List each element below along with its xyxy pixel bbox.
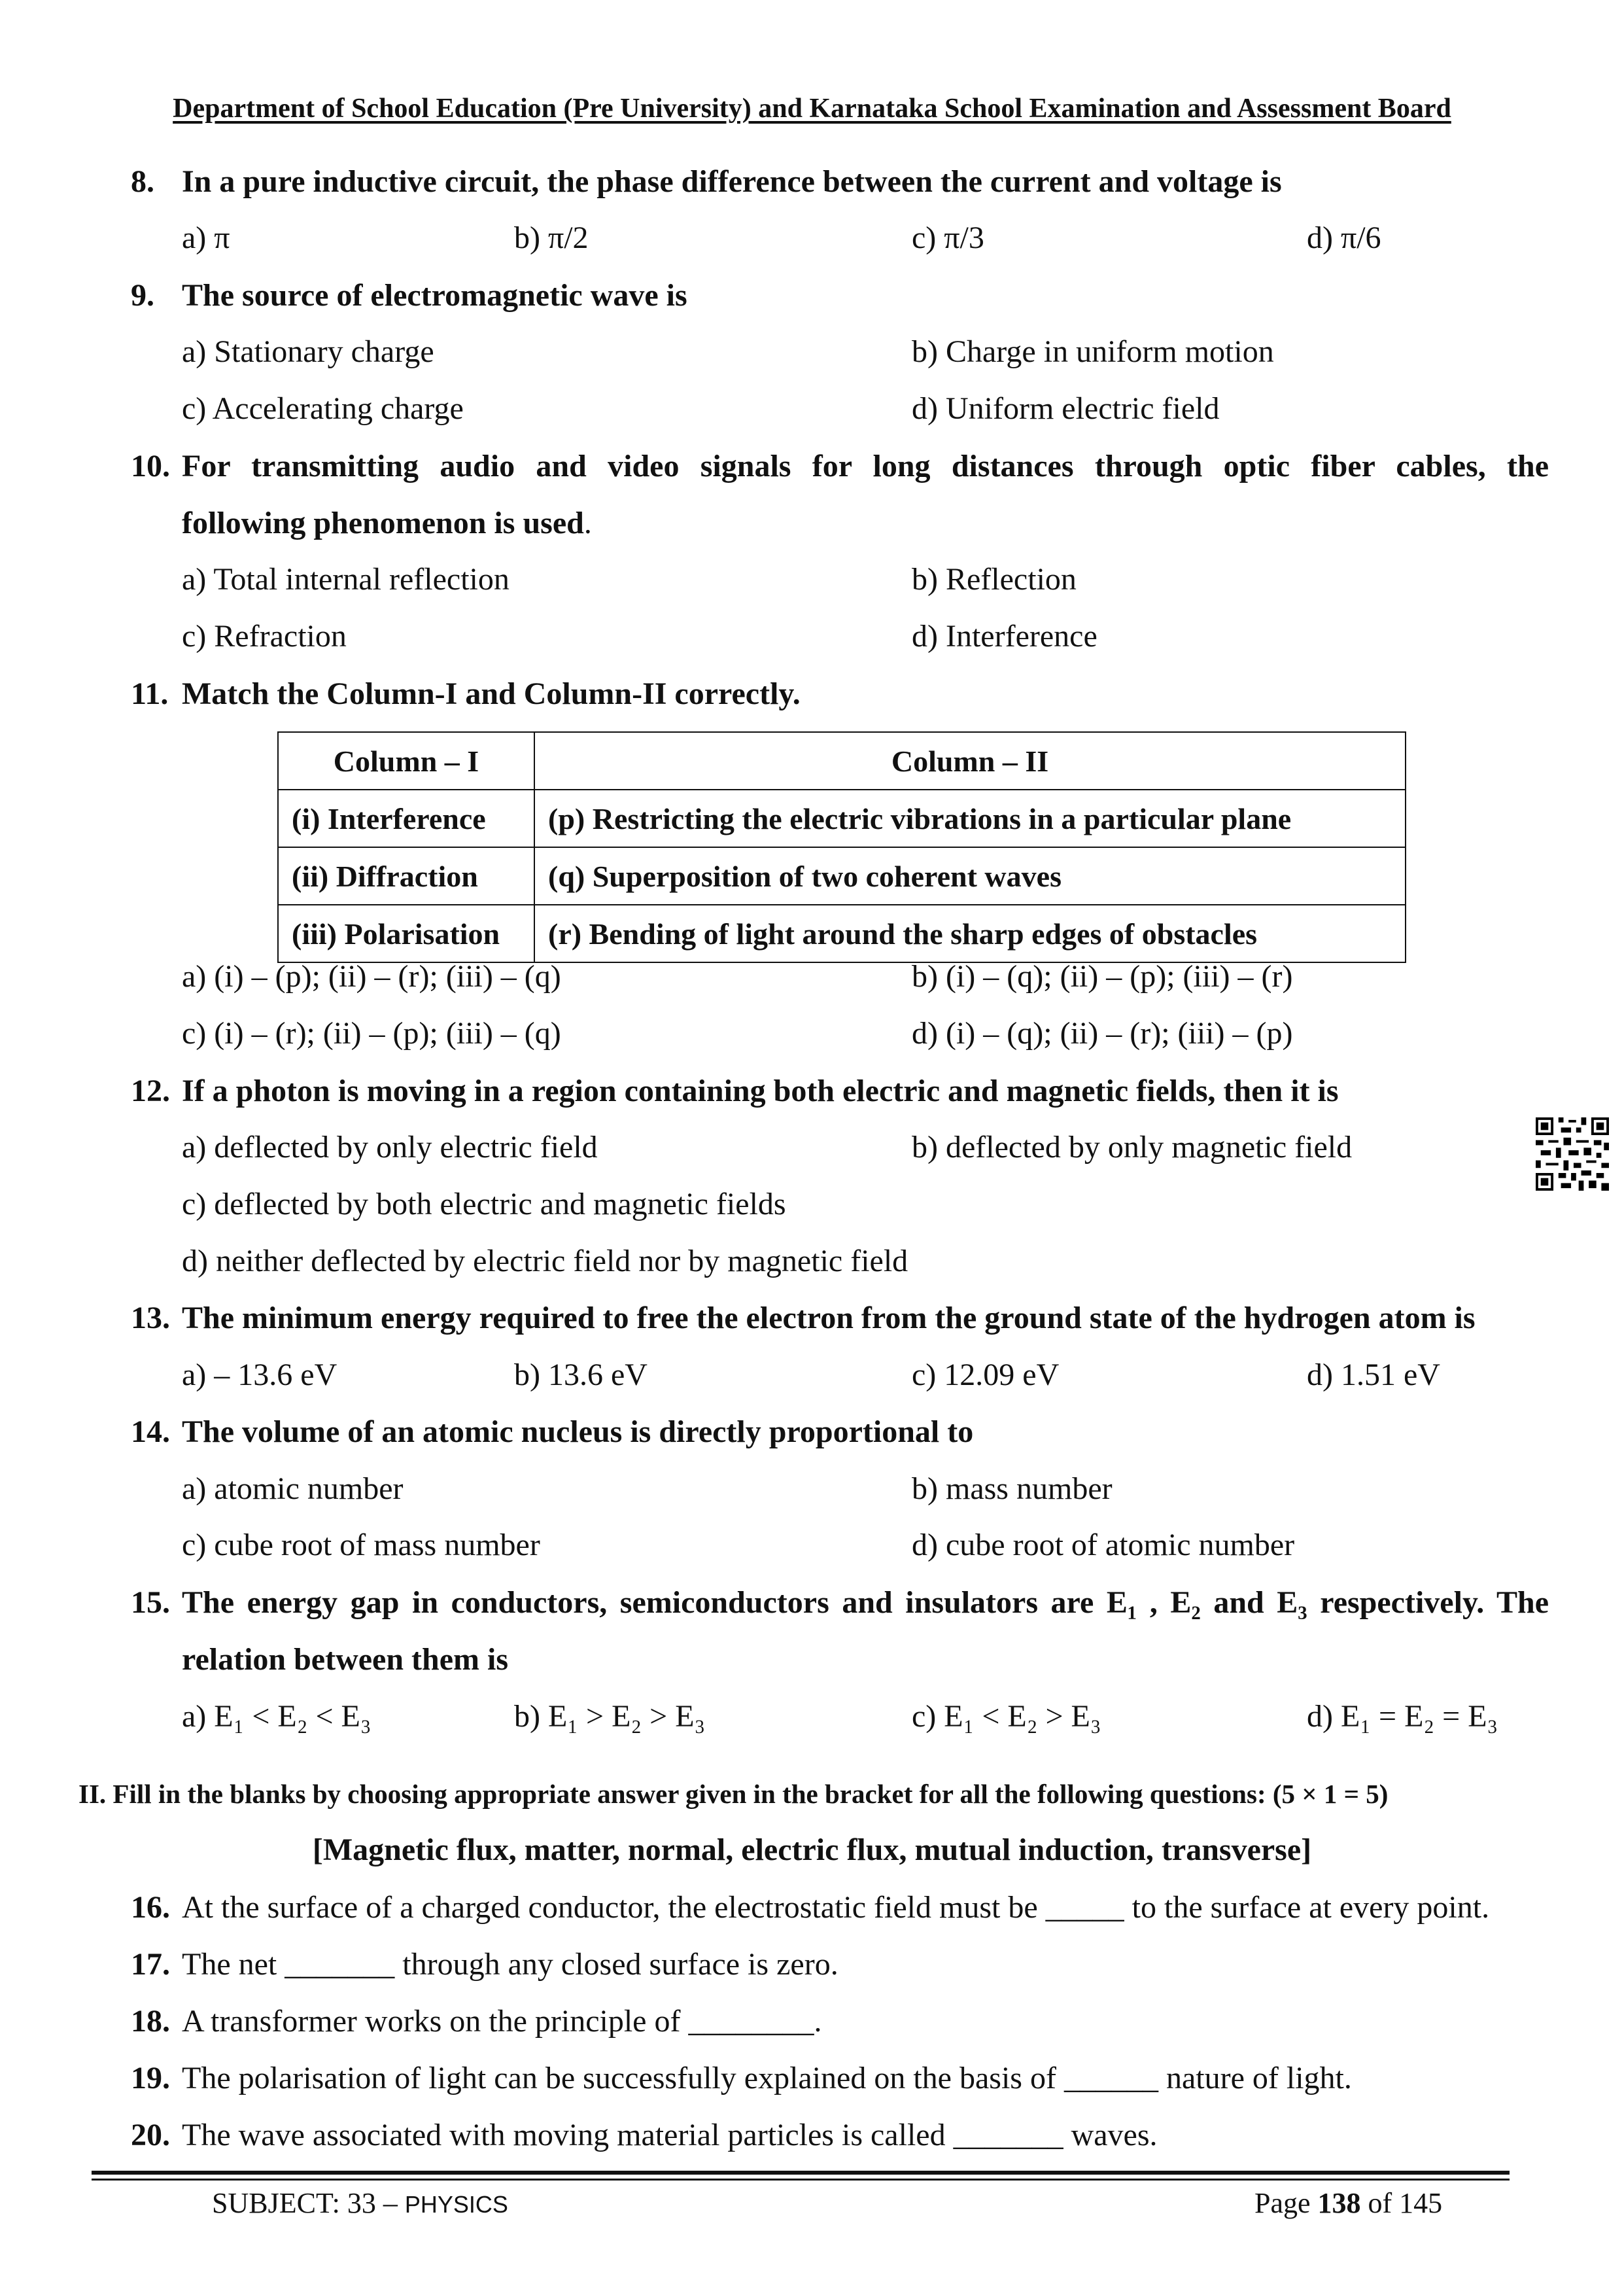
option-a: a) – 13.6 eV xyxy=(182,1358,337,1392)
option-c: c) 12.09 eV xyxy=(912,1358,1060,1392)
table-cell: (iii) Polarisation xyxy=(278,905,534,962)
question-number: 12. xyxy=(131,1074,170,1108)
table-header-row xyxy=(278,732,1406,790)
page-suffix: of 145 xyxy=(1360,2187,1443,2219)
question-text: If a photon is moving in a region containing both electric and magnetic fields, then it is xyxy=(182,1074,1339,1108)
option-c: c) Accelerating charge xyxy=(182,391,464,426)
match-table xyxy=(277,731,1406,963)
option-c: c) π/3 xyxy=(912,220,984,255)
table-cell: (i) Interference xyxy=(278,790,534,847)
option-b: b) 13.6 eV xyxy=(514,1358,648,1392)
option-b: b) deflected by only magnetic field xyxy=(912,1130,1353,1165)
question-text-line1: The energy gap in conductors, semiconductors and insulators are E₁ , E₂ and E₃ respectively. The xyxy=(182,1585,1549,1620)
question-10-line2: following phenomenon is used. xyxy=(182,506,592,540)
option-b: b) E₁ > E₂ > E₃ xyxy=(514,1699,706,1734)
item-number: 18. xyxy=(131,2004,170,2039)
option-a: a) deflected by only electric field xyxy=(182,1130,598,1165)
item-number: 20. xyxy=(131,2118,170,2152)
option-d: d) neither deflected by electric field nor by magnetic field xyxy=(182,1244,908,1278)
option-d: d) E₁ = E₂ = E₃ xyxy=(1307,1699,1498,1734)
option-d: d) cube root of atomic number xyxy=(912,1528,1295,1562)
option-c: c) E₁ < E₂ > E₃ xyxy=(912,1699,1101,1734)
subject-prefix: SUBJECT: 33 – xyxy=(212,2187,405,2219)
qr-code-icon xyxy=(1536,1117,1609,1191)
footer-rule xyxy=(92,2179,1510,2181)
answer-choices: [Magnetic flux, matter, normal, electric flux, mutual induction, transverse] xyxy=(312,1832,1312,1867)
option-c: c) (i) – (r); (ii) – (p); (iii) – (q) xyxy=(182,1016,561,1051)
page-header: Department of School Education (Pre University) and Karnataka School Examination and Assessment Board xyxy=(173,94,1451,124)
question-number: 13. xyxy=(131,1301,170,1335)
item-text: The polarisation of light can be successfully explained on the basis of ______ nature of light. xyxy=(182,2061,1352,2095)
question-number: 15. xyxy=(131,1585,170,1620)
question-text: The minimum energy required to free the electron from the ground state of the hydrogen atom is xyxy=(182,1301,1476,1335)
option-b: b) Charge in uniform motion xyxy=(912,334,1274,369)
option-a: a) E₁ < E₂ < E₃ xyxy=(182,1699,371,1734)
question-number: 10. xyxy=(131,449,170,483)
option-b: b) (i) – (q); (ii) – (p); (iii) – (r) xyxy=(912,959,1293,994)
option-c: c) deflected by both electric and magnetic fields xyxy=(182,1187,786,1221)
option-c: c) cube root of mass number xyxy=(182,1528,540,1562)
table-row xyxy=(278,847,1406,905)
page-current: 138 xyxy=(1317,2187,1361,2219)
subject-name: PHYSICS xyxy=(404,2191,508,2218)
question-number: 11. xyxy=(131,676,169,711)
question-text-line2: following phenomenon is used xyxy=(182,506,584,540)
question-number: 8. xyxy=(131,164,154,199)
option-d: d) 1.51 eV xyxy=(1307,1358,1440,1392)
footer-subject xyxy=(212,2186,508,2220)
question-number: 14. xyxy=(131,1414,170,1449)
footer-rule xyxy=(92,2171,1510,2175)
item-number: 19. xyxy=(131,2061,170,2095)
question-text: Match the Column-I and Column-II correctly. xyxy=(182,676,801,711)
option-a: a) atomic number xyxy=(182,1471,404,1506)
table-row xyxy=(278,790,1406,847)
table-cell: (ii) Diffraction xyxy=(278,847,534,905)
table-header-col2: Column – II xyxy=(534,732,1406,790)
question-number: 9. xyxy=(131,278,154,313)
option-a: a) Stationary charge xyxy=(182,334,434,369)
question-text: The volume of an atomic nucleus is directly proportional to xyxy=(182,1414,974,1449)
item-text: At the surface of a charged conductor, the electrostatic field must be _____ to the surface at every point. xyxy=(182,1890,1490,1925)
option-b: b) Reflection xyxy=(912,562,1077,597)
item-text: The wave associated with moving material particles is called _______ waves. xyxy=(182,2118,1158,2152)
option-d: d) Uniform electric field xyxy=(912,391,1220,426)
option-c: c) Refraction xyxy=(182,619,347,654)
item-text: A transformer works on the principle of ________. xyxy=(182,2004,822,2039)
option-a: a) (i) – (p); (ii) – (r); (iii) – (q) xyxy=(182,959,561,994)
question-text-line2: relation between them is xyxy=(182,1642,509,1677)
page-number xyxy=(1254,2186,1442,2220)
option-a: a) Total internal reflection xyxy=(182,562,510,597)
table-header-col1: Column – I xyxy=(278,732,534,790)
option-b: b) mass number xyxy=(912,1471,1113,1506)
option-d: d) π/6 xyxy=(1307,220,1381,255)
table-row xyxy=(278,905,1406,962)
item-number: 16. xyxy=(131,1890,170,1925)
question-text: The source of electromagnetic wave is xyxy=(182,278,687,313)
table-cell: (p) Restricting the electric vibrations in a particular plane xyxy=(534,790,1406,847)
item-number: 17. xyxy=(131,1947,170,1982)
table-cell: (r) Bending of light around the sharp edges of obstacles xyxy=(534,905,1406,962)
question-text-line1: For transmitting audio and video signals for long distances through optic fiber cables, the xyxy=(182,449,1549,483)
question-text: In a pure inductive circuit, the phase difference between the current and voltage is xyxy=(182,164,1282,199)
option-d: d) Interference xyxy=(912,619,1097,654)
option-d: d) (i) – (q); (ii) – (r); (iii) – (p) xyxy=(912,1016,1293,1051)
table-cell: (q) Superposition of two coherent waves xyxy=(534,847,1406,905)
section-2-title: II. Fill in the blanks by choosing appropriate answer given in the bracket for all the following questions: (5 × 1 = 5) xyxy=(78,1779,1389,1809)
page-prefix: Page xyxy=(1254,2187,1318,2219)
option-b: b) π/2 xyxy=(514,220,589,255)
option-a: a) π xyxy=(182,220,230,255)
item-text: The net _______ through any closed surface is zero. xyxy=(182,1947,838,1982)
